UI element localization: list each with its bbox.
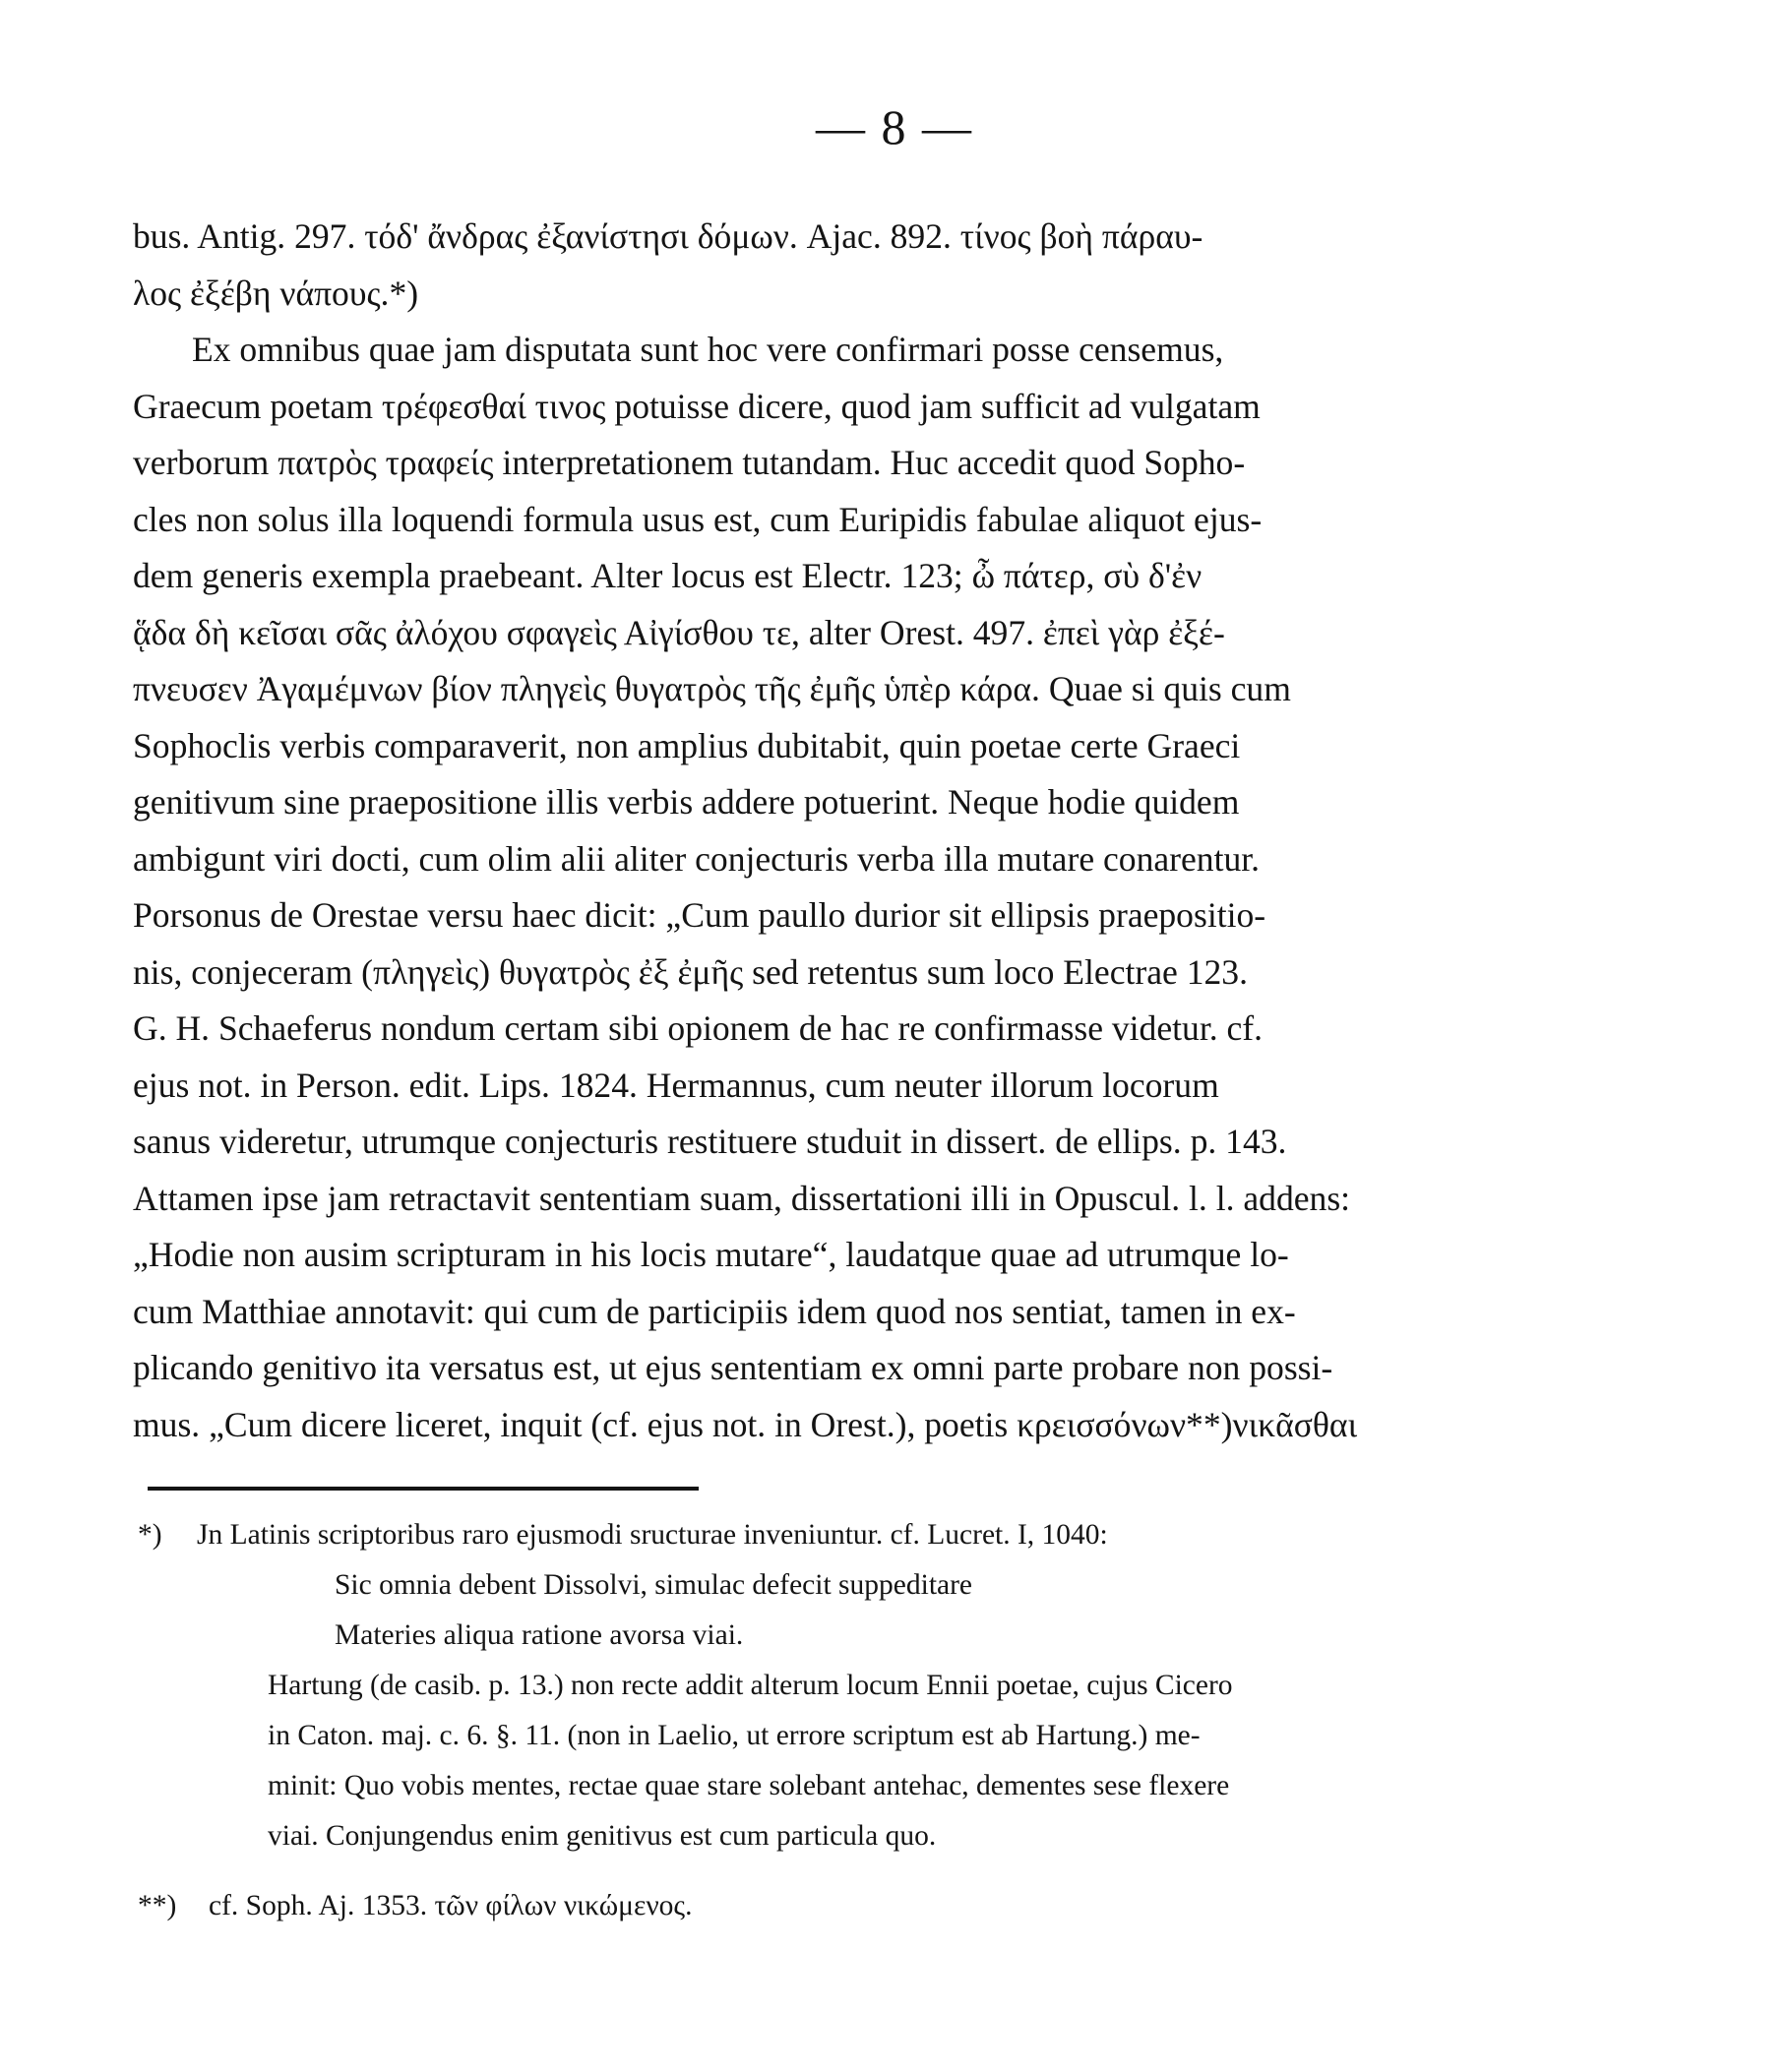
- text-line: Ex omnibus quae jam disputata sunt hoc vere confirmari posse censemus,: [192, 330, 1224, 369]
- text-line: G. H. Schaeferus nondum certam sibi opionem de hac re confirmasse videtur. cf.: [133, 1008, 1264, 1048]
- text-line: plicando genitivo ita versatus est, ut ejus sententiam ex omni parte probare non possi-: [133, 1348, 1333, 1387]
- footnote-1-line-4: minit: Quo vobis mentes, rectae quae stare solebant antehac, dementes sese flexere: [268, 1770, 1230, 1801]
- footnote-2-text: cf. Soph. Aj. 1353. τῶν φίλων νικώμενος.: [209, 1890, 693, 1921]
- text-line: Sophoclis verbis comparaverit, non amplius dubitabit, quin poetae certe Graeci: [133, 725, 1241, 765]
- text-line: genitivum sine praepositione illis verbis addere potuerint. Neque hodie quidem: [133, 782, 1240, 822]
- footnotes: [138, 1510, 1663, 1931]
- text-line: dem generis exempla praebeant. Alter locus est Electr. 123; ὦ πάτερ, σὺ δ'ἐν: [133, 556, 1203, 595]
- footnote-1-verse-2: Materies aliqua ratione avorsa viai.: [335, 1619, 744, 1651]
- text-line: sanus videretur, utrumque conjecturis restituere studuit in dissert. de ellips. p. 143.: [133, 1122, 1287, 1161]
- text-line: ᾅδα δὴ κεῖσαι σᾶς ἀλόχου σφαγεὶς Αἰγίσθου τε, alter Orest. 497. ἐπεὶ γὰρ ἐξέ-: [133, 612, 1225, 652]
- text-line: verborum πατρὸς τραφείς interpretationem tutandam. Huc accedit quod Sopho-: [133, 443, 1246, 482]
- text-line: nis, conjeceram (πληγεὶς) θυγατρὸς ἐξ ἐμῆς sed retentus sum loco Electrae 123.: [133, 951, 1248, 992]
- footnote-1-line: [138, 1510, 1663, 1560]
- footnote-1-verse-1: Sic omnia debent Dissolvi, simulac defecit suppeditare: [335, 1569, 973, 1601]
- text-line: ejus not. in Person. edit. Lips. 1824. Hermannus, cum neuter illorum locorum: [133, 1065, 1219, 1105]
- text-line: Porsonus de Orestae versu haec dicit: „Cum paullo durior sit ellipsis praepositio-: [133, 895, 1266, 935]
- text-line: bus. Antig. 297. τόδ' ἄνδρας ἐξανίστησι δόμων. Ajac. 892. τίνος βοὴ πάραυ-: [133, 216, 1203, 256]
- footnote-1-line-5: viai. Conjungendus enim genitivus est cum particula quo.: [268, 1820, 937, 1852]
- page-number: — 8 —: [816, 99, 973, 154]
- footnote-separator: [148, 1487, 699, 1491]
- footnote-1-text: Jn Latinis scriptoribus raro ejusmodi sructurae inveniuntur. cf. Lucret. I, 1040:: [197, 1519, 1108, 1551]
- text-line: λος ἐξέβη νάπους.*): [133, 273, 419, 313]
- text-line: cles non solus illa loquendi formula usus est, cum Euripidis fabulae aliquot ejus-: [133, 499, 1263, 539]
- main-text: [133, 209, 1668, 1453]
- footnote-1-line-3: in Caton. maj. c. 6. §. 11. (non in Laelio, ut errore scriptum est ab Hartung.) me-: [268, 1720, 1201, 1751]
- footnote-1-line-2: Hartung (de casib. p. 13.) non recte addit alterum locum Ennii poetae, cujus Cicero: [268, 1670, 1233, 1701]
- text-line: „Hodie non ausim scripturam in his locis mutare“, laudatque quae ad utrumque lo-: [133, 1235, 1289, 1274]
- text-line: Graecum poetam τρέφεσθαί τινος potuisse dicere, quod jam sufficit ad vulgatam: [133, 386, 1261, 426]
- text-line: cum Matthiae annotavit: qui cum de participiis idem quod nos sentiat, tamen in ex-: [133, 1291, 1296, 1331]
- footnote-1-mark: *): [138, 1519, 162, 1551]
- text-line: πνευσεν Ἀγαμέμνων βίον πληγεὶς θυγατρὸς τῆς ἐμῆς ὑπὲρ κάρα. Quae si quis cum: [133, 669, 1291, 708]
- footnote-2-mark: **): [138, 1890, 177, 1921]
- footnote-2-line: [138, 1881, 1663, 1931]
- text-line: mus. „Cum dicere liceret, inquit (cf. ejus not. in Orest.), poetis κρεισσόνων**)νικᾶσθαι: [133, 1404, 1358, 1444]
- text-line: ambigunt viri docti, cum olim alii aliter conjecturis verba illa mutare conarentur.: [133, 838, 1261, 879]
- text-line: Attamen ipse jam retractavit sententiam suam, dissertationi illi in Opuscul. l. l. addens:: [133, 1178, 1351, 1218]
